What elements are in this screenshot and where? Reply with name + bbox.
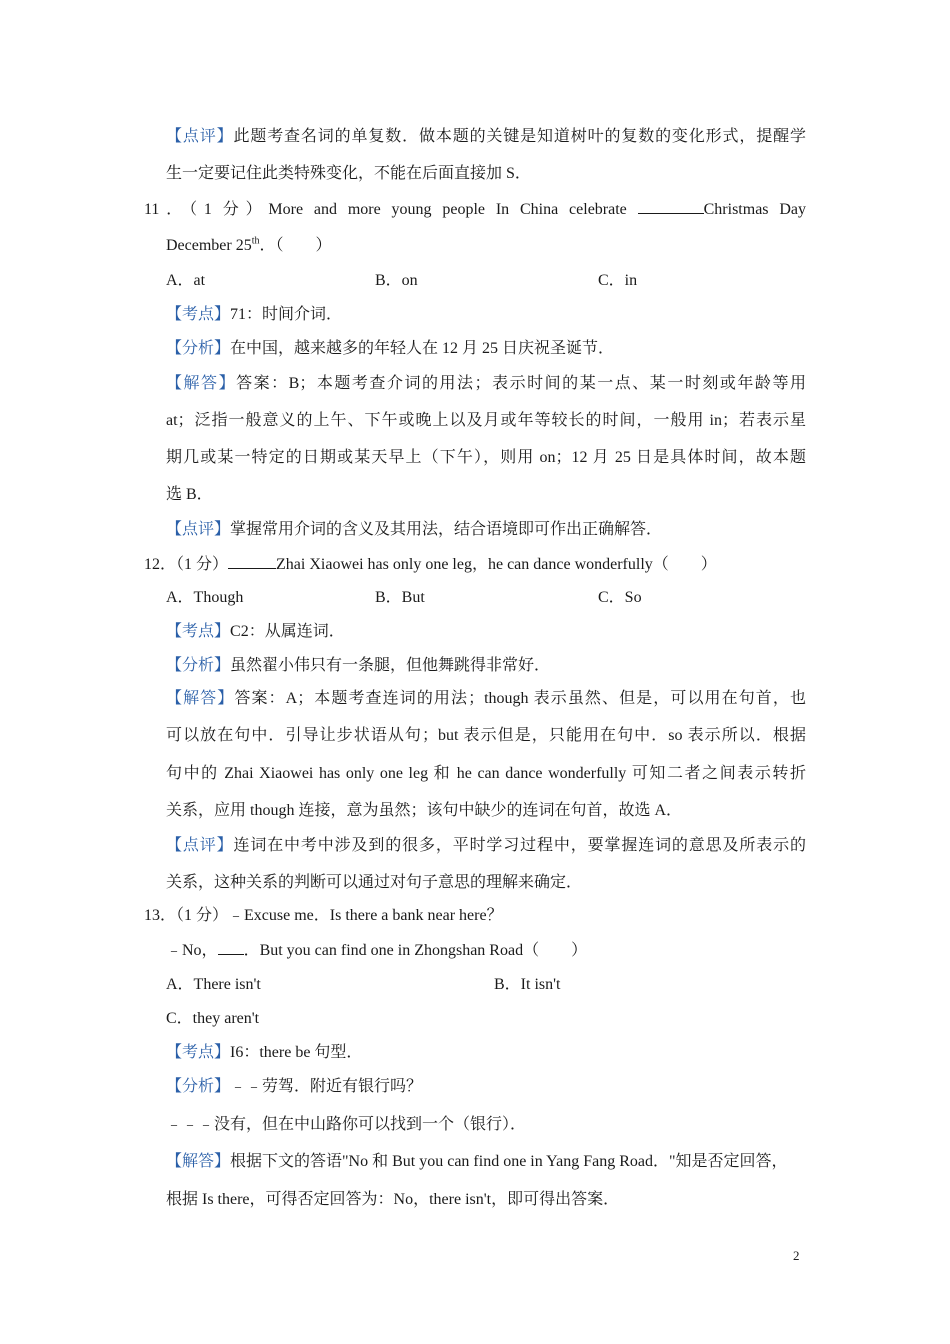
- q11-jieda-line-1: [166, 373, 806, 395]
- q10-comment-line-2: 生一定要记住此类特殊变化，不能在后面直接加 S．: [166, 165, 531, 182]
- q12-fenxi: [166, 655, 806, 677]
- comment-tag: 【点评】: [166, 521, 231, 538]
- comment-text: 掌握常用介词的含义及其用法，结合语境即可作出正确解答．: [230, 521, 663, 538]
- kaodian-tag: 【考点】: [166, 306, 231, 323]
- q10-comment-line-1: [166, 126, 806, 148]
- fenxi-text: ﹣﹣劳驾．附近有银行吗？: [230, 1078, 423, 1095]
- q12-stem: [144, 553, 806, 576]
- kaodian-text: C2：从属连词．: [230, 623, 345, 640]
- question-stem-end: Christmas Day: [703, 201, 807, 218]
- question-number: 13．（1 分）: [144, 907, 229, 924]
- q11-jieda-line-4: 选 B．: [166, 486, 213, 503]
- fenxi-tag: 【分析】: [166, 1078, 231, 1095]
- kaodian-tag: 【考点】: [166, 1044, 231, 1061]
- question-number: 12．（1 分）: [144, 556, 229, 573]
- option-b: B．on: [375, 272, 418, 289]
- q11-stem-line-1: [144, 198, 806, 221]
- comment-tag: 【点评】: [166, 128, 234, 145]
- jieda-tag: 【解答】: [166, 1153, 231, 1170]
- option-b: B．It isn't: [494, 976, 561, 993]
- fenxi-tag: 【分析】: [166, 340, 231, 357]
- q11-jieda-line-2: at；泛指一般意义的上午、下午或晚上以及月或年等较长的时间，一般用 in；若表示星: [166, 412, 806, 429]
- q11-kaodian: [166, 304, 806, 326]
- jieda-text: 答案：B；本题考查介词的用法；表示时间的某一点、某一时刻或年龄等用: [236, 375, 806, 392]
- q11-comment: [166, 519, 806, 541]
- question-stem: Zhai Xiaowei has only one leg，he can dance wonderfully（ ）: [276, 556, 717, 573]
- q13-stem-line-2: [166, 939, 806, 962]
- jieda-text: 答案：A；本题考查连词的用法；though 表示虽然、但是，可以用在句首，也: [234, 690, 806, 707]
- option-b: B．But: [375, 589, 425, 606]
- q13-jieda-line-1: [166, 1151, 806, 1173]
- q13-stem-line-1: [144, 905, 806, 927]
- comment-text: 此题考查名词的单复数．做本题的关键是知道树叶的复数的变化形式，提醒学: [233, 128, 806, 145]
- fenxi-text: 虽然翟小伟只有一条腿，但他舞跳得非常好．: [230, 657, 551, 674]
- q12-jieda-line-4: 关系，应用 though 连接，意为虽然；该句中缺少的连词在句首，故选 A．: [166, 802, 683, 819]
- q11-stem-line-2: [166, 235, 806, 257]
- stem-text: ．But you can find one in Zhongshan Road（ ）: [243, 942, 588, 959]
- q13-kaodian: [166, 1042, 806, 1064]
- fenxi-text: 在中国，越来越多的年轻人在 12 月 25 日庆祝圣诞节．: [230, 340, 615, 357]
- question-stem: ﹣Excuse me．Is there a bank near here？: [228, 907, 503, 924]
- comment-text: 连词在中考中涉及到的很多，平时学习过程中，要掌握连词的意思及所表示的: [233, 837, 806, 854]
- option-a: A．at: [166, 272, 206, 289]
- jieda-text: 根据下文的答语"No 和 But you can find one in Yang Fang Road．"知是否定回答，: [230, 1153, 788, 1170]
- q13-fenxi-line-1: [166, 1076, 806, 1098]
- q12-jieda-line-1: [166, 688, 806, 710]
- option-c: C．in: [598, 272, 638, 289]
- q11-jieda-line-3: 期几或某一特定的日期或某天早上（下午），则用 on；12 月 25 日是具体时间，故本题: [166, 449, 806, 466]
- fenxi-tag: 【分析】: [166, 657, 231, 674]
- answer-blank: [218, 939, 244, 955]
- question-number: 11．（1 分）: [144, 201, 269, 218]
- jieda-tag: 【解答】: [166, 375, 237, 392]
- option-a: A．Though: [166, 589, 244, 606]
- q12-jieda-line-2: 可以放在句中．引导让步状语从句；but 表示但是，只能用在句中．so 表示所以．根据: [166, 727, 806, 744]
- q12-kaodian: [166, 621, 806, 643]
- jieda-tag: 【解答】: [166, 690, 235, 707]
- page-number: 2: [793, 1248, 800, 1263]
- q13-fenxi-line-2: ﹣﹣﹣没有，但在中山路你可以找到一个（银行）．: [166, 1116, 527, 1133]
- q12-comment-line-1: [166, 835, 806, 857]
- kaodian-text: I6：there be 句型．: [230, 1044, 363, 1061]
- q12-jieda-line-3: 句中的 Zhai Xiaowei has only one leg 和 he can dance wonderfully 可知二者之间表示转折: [166, 765, 806, 782]
- option-c: C．they aren't: [166, 1010, 260, 1027]
- kaodian-text: 71：时间介词．: [230, 306, 343, 323]
- option-a: A．There isn't: [166, 976, 261, 993]
- comment-tag: 【点评】: [166, 837, 234, 854]
- q12-comment-line-2: 关系，这种关系的判断可以通过对句子意思的理解来确定．: [166, 874, 583, 891]
- stem-bracket: ．（ ）: [259, 237, 332, 254]
- stem-text: ﹣No，: [166, 942, 218, 959]
- option-c: C．So: [598, 589, 642, 606]
- question-stem: More and more young people In China celebrate: [268, 201, 627, 218]
- q13-jieda-line-2: 根据 Is there，可得否定回答为：No，there isn't，即可得出答案．: [166, 1191, 620, 1208]
- stem-text: December 25: [166, 237, 252, 254]
- kaodian-tag: 【考点】: [166, 623, 231, 640]
- superscript: th: [251, 235, 260, 247]
- q11-fenxi: [166, 338, 806, 360]
- answer-blank: [228, 553, 276, 569]
- answer-blank: [638, 198, 704, 214]
